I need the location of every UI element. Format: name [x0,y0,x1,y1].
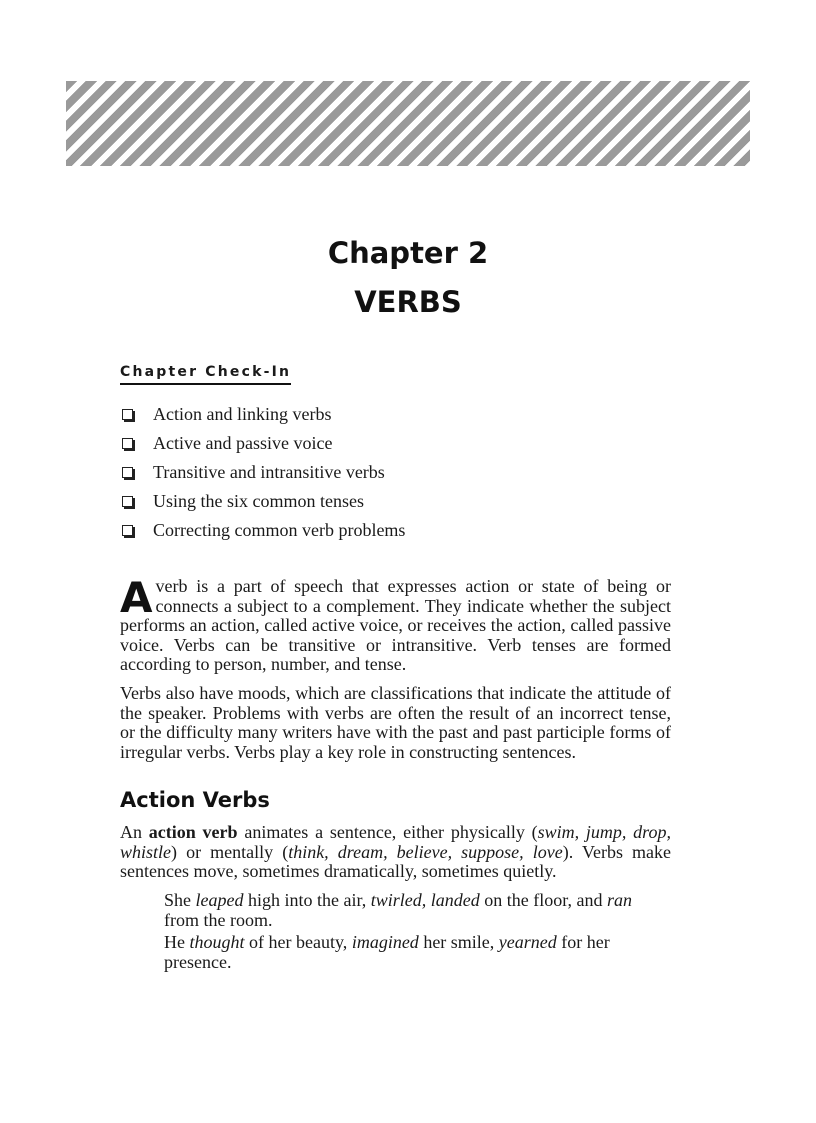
italic-verb: yearned [498,932,557,952]
text-run: An [120,822,149,842]
italic-verb: ran [607,890,633,910]
chapter-number: Chapter 2 [327,236,489,270]
bold-term: action verb [148,822,238,842]
checkin-item-label: Correcting common verb problems [153,520,406,540]
checkin-item [120,489,405,518]
checkin-item [120,460,405,489]
intro-paragraph-2: Verbs also have moods, which are classifications that indicate the attitude of the speaker. Problems with verbs are often the result of an incorrect tense, or the difficulty many writers have with the past and past participle forms of irregular verbs. Verbs play a key role in constructing sentences. [120,683,671,762]
checkin-item-label: Active and passive voice [153,433,333,453]
checkbox-icon [122,467,133,478]
text-run: ) or mentally ( [171,841,289,862]
section-heading-action-verbs: Action Verbs [120,788,270,812]
text-run: high into the air, [243,890,371,910]
text-run: her smile, [418,932,499,952]
italic-examples: think, dream, believe, suppose, love [288,841,563,862]
text-run: He [164,932,190,952]
checkin-item-label: Using the six common tenses [153,491,364,511]
checkin-item-label: Action and linking verbs [153,404,332,424]
drop-cap: A [120,573,153,622]
checkin-list [120,402,405,547]
italic-verb: twirled, landed [370,890,480,910]
intro-paragraph-1-text: verb is a part of speech that expresses action or state of being or connects a subject to a complement. They indicate whether the subject performs an action, called active voice, or receives the action, called passive voice. Verbs can be transitive or intransitive. Verb tenses are formed according to person, number, and tense. [120,576,671,674]
italic-verb: leaped [195,890,244,910]
checkin-heading: Chapter Check-In [120,364,291,385]
checkin-item [120,402,405,431]
example-sentence-1 [164,890,671,930]
checkin-item [120,431,405,460]
example-sentence-2 [164,932,671,972]
checkbox-icon [122,496,133,507]
checkbox-icon [122,438,133,449]
italic-examples: swim, jump, drop, whistle [120,822,671,862]
text-run: on the floor, and [479,890,607,910]
text-run: from the room. [164,910,273,930]
text-run: ). Verbs make sentences move, sometimes dramatically, sometimes quietly. [120,841,671,881]
checkin-item [120,518,405,547]
chapter-banner-stripes [66,81,750,166]
chapter-title: VERBS [354,285,462,319]
checkbox-icon [122,525,133,536]
italic-verb: imagined [351,932,419,952]
text-run: of her beauty, [244,932,352,952]
action-verbs-paragraph [120,823,671,882]
text-run: She [164,890,196,910]
text-run: animates a sentence, either physically ( [237,822,538,842]
text-run: for her presence. [164,932,610,972]
italic-verb: thought [189,932,245,952]
checkin-item-label: Transitive and intransitive verbs [153,462,385,482]
intro-paragraph-1 [120,573,671,675]
checkbox-icon [122,409,133,420]
